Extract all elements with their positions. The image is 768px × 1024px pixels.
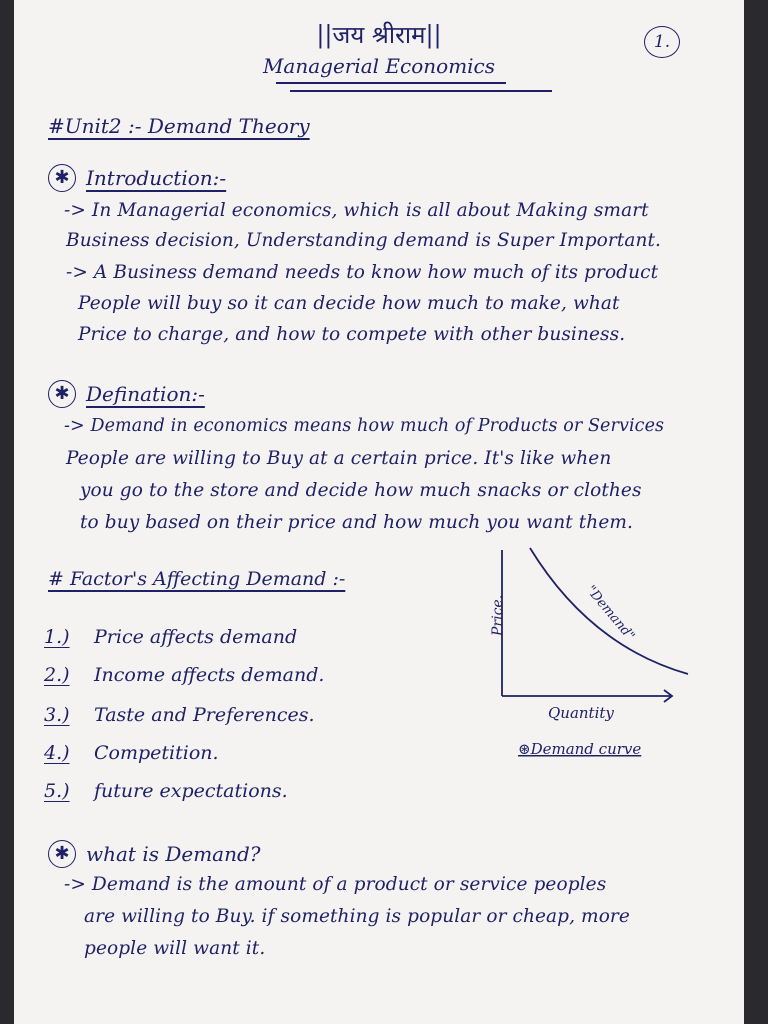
factor-item xyxy=(44,742,219,764)
what-is-demand-line: people will want it. xyxy=(84,938,266,959)
factor-text: Competition. xyxy=(94,742,219,764)
factor-text: Income affects demand. xyxy=(94,664,325,686)
what-is-demand-line: are willing to Buy. if something is popular or cheap, more xyxy=(84,906,630,927)
title-underline xyxy=(276,82,506,84)
factor-number: 2.) xyxy=(44,664,70,686)
factor-number: 4.) xyxy=(44,742,70,764)
factor-item xyxy=(44,780,288,802)
definition-line: -> Demand in economics means how much of Products or Services xyxy=(64,416,665,436)
factor-text: future expectations. xyxy=(94,780,288,802)
definition-line: People are willing to Buy at a certain price. It's like when xyxy=(66,448,612,469)
curve-label: "Demand" xyxy=(582,582,638,644)
introduction-line: Business decision, Understanding demand is Super Important. xyxy=(66,230,662,251)
introduction-heading: Introduction:- xyxy=(86,166,227,190)
demand-curve-diagram xyxy=(480,536,730,776)
introduction-line: -> In Managerial economics, which is all about Making smart xyxy=(64,200,649,221)
invocation-heading: ||जय श्रीराम|| xyxy=(316,21,442,49)
definition-line: you go to the store and decide how much snacks or clothes xyxy=(80,480,642,501)
factor-item xyxy=(44,626,297,648)
factors-heading: # Factor's Affecting Demand :- xyxy=(48,568,346,590)
factor-number: 3.) xyxy=(44,704,70,726)
subject-title: Managerial Economics xyxy=(262,54,496,78)
factor-item xyxy=(44,664,324,686)
diagram-caption: ⊛Demand curve xyxy=(518,740,642,758)
x-axis-label: Quantity xyxy=(548,704,614,722)
notes-page xyxy=(14,0,744,1024)
asterisk-marker-icon: ✱ xyxy=(48,840,76,868)
definition-heading: Defination:- xyxy=(86,382,205,406)
page-number: 1. xyxy=(644,26,680,58)
what-is-demand-heading: what is Demand? xyxy=(86,842,261,866)
factor-number: 1.) xyxy=(44,626,70,648)
definition-line: to buy based on their price and how much you want them. xyxy=(80,512,633,533)
asterisk-marker-icon: ✱ xyxy=(48,380,76,408)
title-underline-2 xyxy=(290,90,552,92)
introduction-line: -> A Business demand needs to know how much of its product xyxy=(66,262,659,283)
factor-text: Taste and Preferences. xyxy=(94,704,315,726)
asterisk-marker-icon: ✱ xyxy=(48,164,76,192)
y-axis-label: Price. xyxy=(490,594,506,636)
introduction-line: Price to charge, and how to compete with other business. xyxy=(78,324,626,345)
factor-text: Price affects demand xyxy=(94,626,298,648)
factor-number: 5.) xyxy=(44,780,70,802)
factor-item xyxy=(44,704,315,726)
unit-title: #Unit2 :- Demand Theory xyxy=(48,114,310,138)
what-is-demand-line: -> Demand is the amount of a product or service peoples xyxy=(64,874,607,895)
introduction-line: People will buy so it can decide how much to make, what xyxy=(78,293,620,314)
